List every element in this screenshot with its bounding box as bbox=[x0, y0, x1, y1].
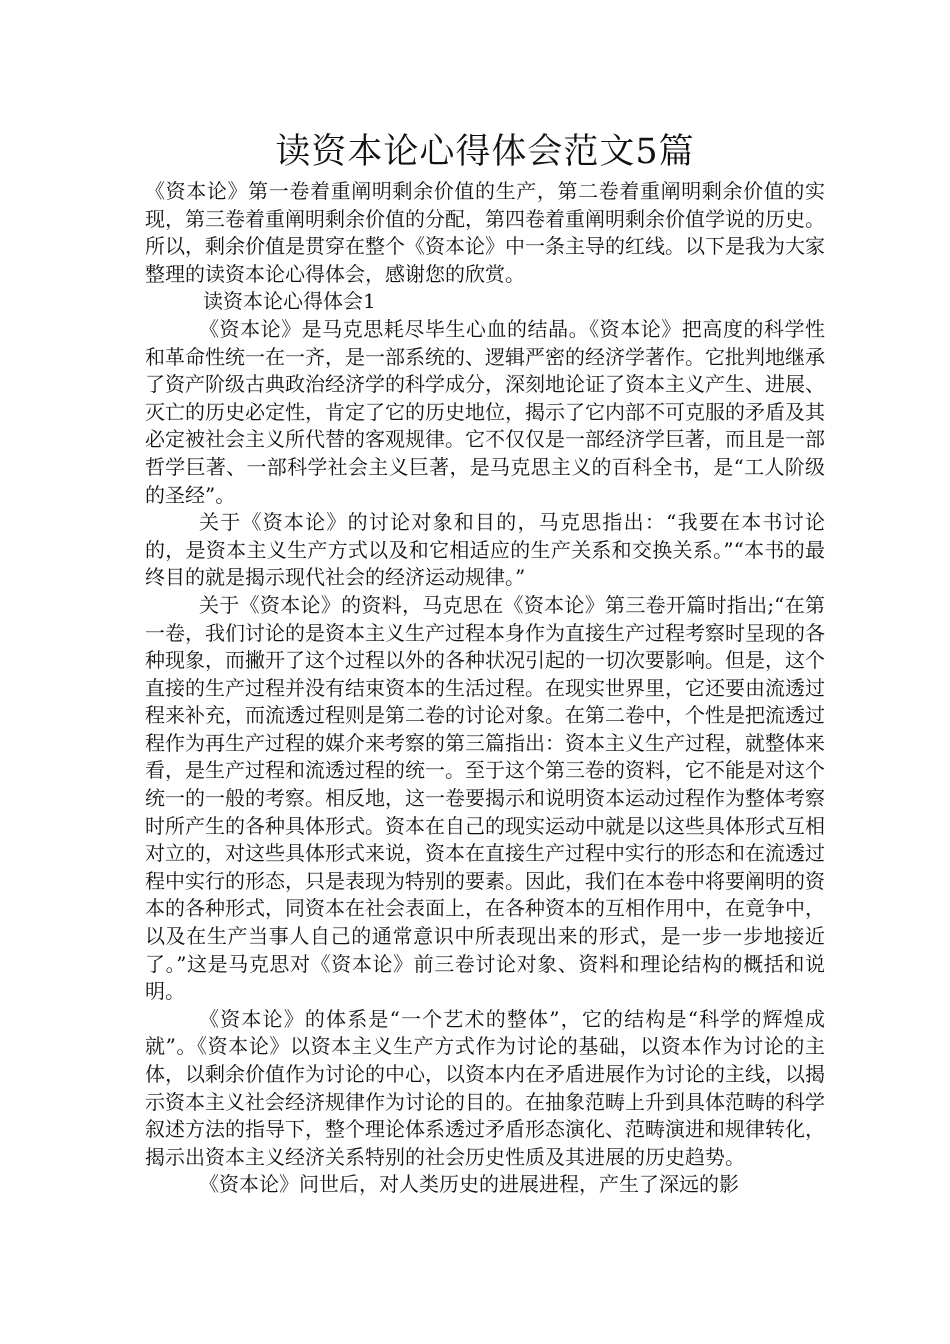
body-paragraph: 关于《资本论》的讨论对象和目的，马克思指出：“我要在本书讨论的，是资本主义生产方式以及和它相适应的生产关系和交换关系。”“本书的最终目的就是揭示现代社会的经济运动规律。” bbox=[145, 510, 825, 590]
body-paragraph: 《资本论》是马克思耗尽毕生心血的结晶。《资本论》把高度的科学性和革命性统一在一齐，是一部系统的、逻辑严密的经济学著作。它批判地继承了资产阶级古典政治经济学的科学成分，深刻地论证了资本主义产生、进展、灭亡的历史必定性，肯定了它的历史地位，揭示了它内部不可克服的矛盾及其必定被社会主义所代替的客观规律。它不仅仅是一部经济学巨著，而且是一部哲学巨著、一部科学社会主义巨著，是马克思主义的百科全书，是“工人阶级的圣经”。 bbox=[145, 316, 825, 507]
body-paragraph: 关于《资本论》的资料，马克思在《资本论》第三卷开篇时指出;“在第一卷，我们讨论的是资本主义生产过程本身作为直接生产过程考察时呈现的各种现象，而撇开了这个过程以外的各种状况引起的一切次要影响。但是，这个直接的生产过程并没有结束资本的生活过程。在现实世界里，它还要由流透过程来补充，而流透过程则是第二卷的讨论对象。在第二卷中，个性是把流透过程作为再生产过程的媒介来考察的第三篇指出：资本主义生产过程，就整体来看，是生产过程和流透过程的统一。至于这个第三卷的资料，它不能是对这个统一的一般的考察。相反地，这一卷要揭示和说明资本运动过程作为整体考察时所产生的各种具体形式。资本在自己的现实运动中就是以这些具体形式互相对立的，对这些具体形式来说，资本在直接生产过程中实行的形态和在流透过程中实行的形态，只是表现为特别的要素。因此，我们在本卷中将要阐明的资本的各种形式，同资本在社会表面上，在各种资本的互相作用中，在竟争中，以及在生产当事人自己的通常意识中所表现出来的形式，是一步一步地接近了。”这是马克思对《资本论》前三卷讨论对象、资料和理论结构的概括和说明。 bbox=[145, 592, 825, 1004]
body-paragraph: 《资本论》的体系是“一个艺术的整体”，它的结构是“科学的辉煌成就”。《资本论》以资本主义生产方式作为讨论的基础，以资本作为讨论的主体，以剩余价值作为讨论的中心，以资本内在矛盾进展作为讨论的主线，以揭示资本主义社会经济规律作为讨论的目的。在抽象范畴上升到具体范畴的科学叙述方法的指导下，整个理论体系透过矛盾形态演化、范畴演进和规律转化，揭示出资本主义经济关系特别的社会历史性质及其进展的历史趋势。 bbox=[145, 1006, 825, 1169]
document-title: 读资本论心得体会范文5篇 bbox=[275, 132, 695, 172]
body-paragraph: 《资本论》问世后，对人类历史的进展进程，产生了深远的影 bbox=[199, 1172, 739, 1197]
intro-paragraph: 《资本论》第一卷着重阐明剩余价值的生产，第二卷着重阐明剩余价值的实现，第三卷着重阐明剩余价值的分配，第四卷着重阐明剩余价值学说的历史。所以，剩余价值是贯穿在整个《资本论》中一条主导的红线。以下是我为大家整理的读资本论心得体会，感谢您的欣赏。 bbox=[145, 179, 825, 286]
document-page bbox=[145, 130, 825, 1199]
section-heading: 读资本论心得体会1 bbox=[203, 289, 376, 314]
